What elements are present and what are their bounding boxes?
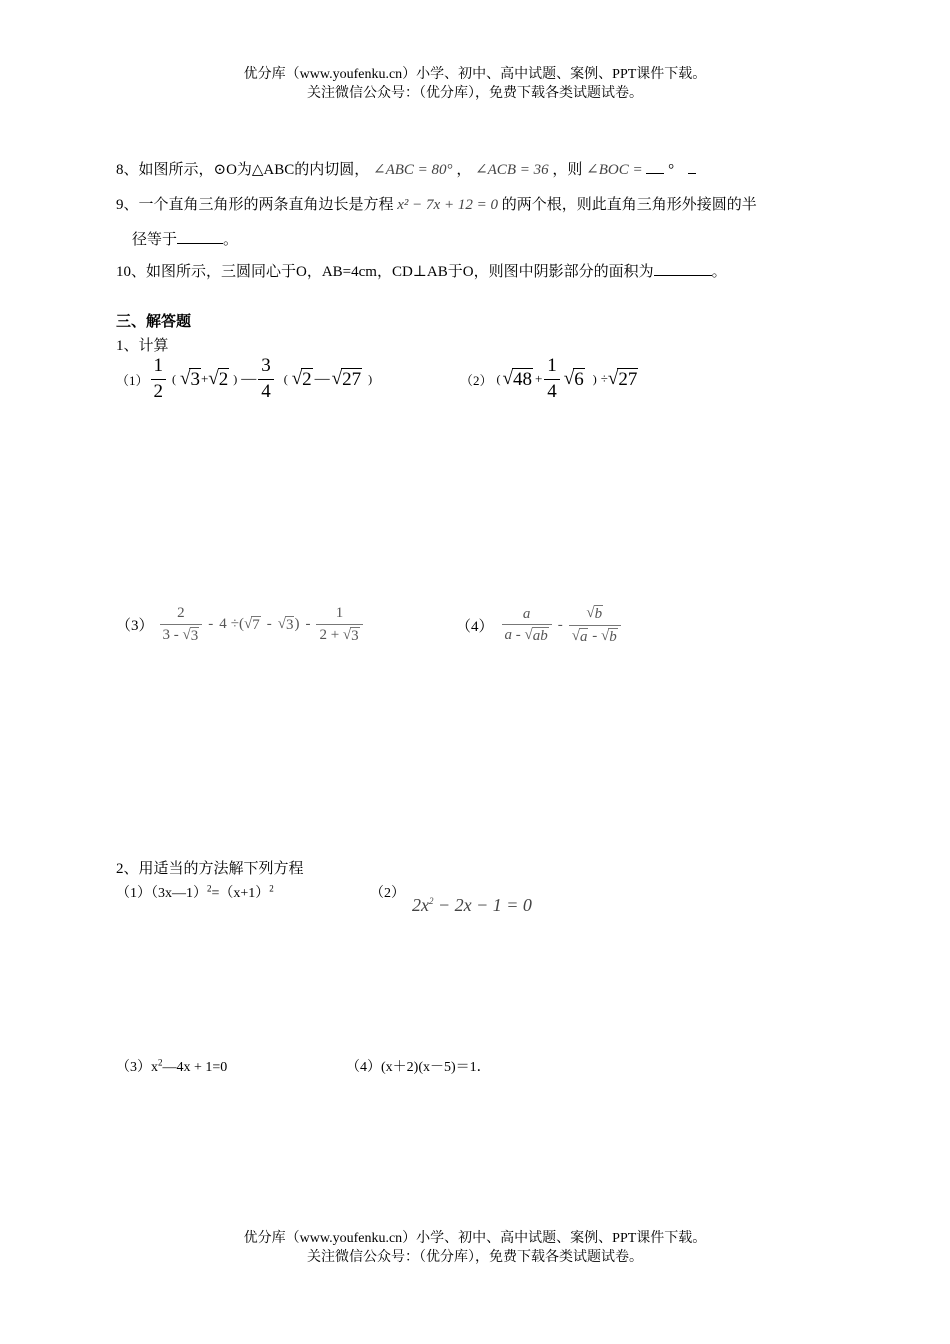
q9-line2-prefix: 径等于 bbox=[132, 232, 178, 248]
equation-2-2 bbox=[412, 895, 532, 916]
e1-exp-1: 2 bbox=[207, 883, 212, 894]
p3-f1-num: 2 bbox=[177, 605, 185, 621]
e3-a: x bbox=[151, 1060, 158, 1075]
p3-r1: 7 bbox=[252, 616, 260, 633]
question-9 bbox=[116, 193, 757, 214]
p1-fraction-half bbox=[151, 356, 167, 403]
p3-f2-num: 1 bbox=[335, 605, 344, 621]
p2-divide: ÷ bbox=[600, 371, 608, 387]
p3-sqrt-3: √ 3 bbox=[277, 615, 294, 633]
p2-r1: 48 bbox=[512, 368, 532, 390]
p3-f1-den-sqrt: √ 3 bbox=[182, 626, 199, 644]
q8-prefix: 8、如图所示，⊙O为△ABC的内切圆， bbox=[116, 162, 370, 178]
p1-f1-num: 1 bbox=[153, 355, 164, 376]
p1-sqrt-2: √ 2 bbox=[208, 367, 229, 390]
p4-f2-den-r2: b bbox=[609, 628, 617, 645]
e3-exp: 2 bbox=[158, 1057, 163, 1068]
p4-fraction-2 bbox=[569, 605, 621, 645]
p1-lparen: ( bbox=[172, 371, 177, 386]
p4-f1-den-r: ab bbox=[532, 628, 548, 644]
e1-exp-2: 2 bbox=[269, 883, 274, 894]
p4-f2-den-sqrt-b: √ b bbox=[600, 627, 617, 645]
q9-equation: x² − 7x + 12 = 0 bbox=[397, 197, 498, 213]
e1-label: （1） bbox=[116, 886, 151, 901]
p1-rparen: ) bbox=[233, 371, 238, 386]
footer-line-1: 优分库（www.youfenku.cn）小学、初中、高中试题、案例、PPT课件下载。 bbox=[243, 1231, 707, 1246]
header-line-1: 优分库（www.youfenku.cn）小学、初中、高中试题、案例、PPT课件下载。 bbox=[243, 67, 707, 82]
p3-f1-den-a: 3 - bbox=[162, 626, 179, 643]
equation-2-1 bbox=[116, 882, 274, 902]
problem-1-2 bbox=[460, 356, 638, 403]
p2-lparen: ( bbox=[496, 371, 501, 386]
p2-sqrt-48: √ 48 bbox=[502, 367, 532, 390]
e4-label: （4） bbox=[346, 1060, 381, 1075]
q8-degree: ° bbox=[668, 162, 675, 178]
p4-label: （4） bbox=[456, 618, 494, 635]
p4-f1-den bbox=[502, 624, 552, 645]
p4-minus: - bbox=[557, 616, 563, 633]
footer-line-2: 关注微信公众号：（优分库），免费下载各类试题试卷。 bbox=[307, 1250, 643, 1265]
p1-r1: 3 bbox=[190, 368, 200, 390]
p3-f1-den bbox=[160, 624, 203, 645]
p3-f2-den-sqrt: √ 3 bbox=[342, 626, 359, 644]
e1-lhs: （3x—1） bbox=[151, 886, 207, 901]
p3-f1-den-r: 3 bbox=[190, 627, 199, 644]
question-10 bbox=[116, 260, 727, 281]
p1-r2: 2 bbox=[218, 368, 229, 390]
p1-fraction-three-quarters bbox=[258, 356, 274, 403]
q8-mid: ，则 bbox=[552, 162, 583, 178]
q8-angle-boc: ∠BOC = bbox=[586, 162, 643, 178]
section-3-title: 三、解答题 bbox=[116, 314, 192, 330]
p3-divide: ÷( bbox=[230, 616, 244, 632]
p3-f2-den-r: 3 bbox=[351, 627, 359, 644]
e2-a: 2x bbox=[412, 895, 429, 915]
p1-f1-den: 2 bbox=[151, 379, 167, 403]
p3-minus-3: - bbox=[305, 616, 311, 632]
p4-f2-den-sqrt-a: √ a bbox=[571, 627, 588, 645]
p4-f2-den-minus: - bbox=[592, 627, 598, 644]
p3-f2-den bbox=[316, 624, 362, 645]
p1-plus: + bbox=[200, 371, 209, 387]
p4-f2-num bbox=[583, 605, 606, 625]
p1-lparen-2: ( bbox=[283, 371, 288, 386]
e4-text: (x＋2)(x－5)＝1． bbox=[381, 1060, 491, 1075]
p1-sqrt-27: √ 27 bbox=[331, 367, 362, 390]
header-line-2: 关注微信公众号：（优分库），免费下载各类试题试卷。 bbox=[307, 86, 643, 101]
q8-sep: ， bbox=[456, 162, 472, 178]
p3-minus: - bbox=[208, 616, 214, 632]
p4-f1-den-a: a - bbox=[504, 627, 521, 643]
p2-r3: 27 bbox=[618, 368, 638, 390]
q8-answer-blank[interactable] bbox=[646, 159, 664, 174]
problem-1-4 bbox=[456, 605, 621, 645]
p4-f1-num: a bbox=[522, 605, 531, 622]
p1-sqrt-2b: √ 2 bbox=[291, 367, 312, 390]
e3-b: —4x + 1=0 bbox=[162, 1060, 228, 1075]
p1-rparen-2: ) bbox=[368, 371, 373, 386]
question-8 bbox=[116, 158, 696, 179]
q9-answer-blank[interactable] bbox=[177, 229, 223, 244]
p4-f2-num-r: b bbox=[594, 606, 603, 622]
p2-fraction-quarter bbox=[544, 356, 560, 403]
p3-r2: 3 bbox=[285, 616, 294, 633]
p4-f2-den bbox=[569, 625, 621, 646]
p4-fraction-1 bbox=[502, 606, 552, 645]
equation-2-3 bbox=[116, 1056, 227, 1076]
p3-fraction-1 bbox=[160, 605, 203, 644]
q8-angle-acb: ∠ACB = 36 bbox=[475, 162, 549, 178]
e2-exp: 2 bbox=[429, 896, 434, 906]
p3-minus-2: - bbox=[266, 616, 272, 632]
p4-f1-den-sqrt: √ ab bbox=[524, 627, 548, 644]
q9-suffix: 的两个根，则此直角三角形外接圆的半 bbox=[501, 197, 757, 213]
e2-label: （2） bbox=[370, 886, 405, 901]
p2-label: （2） bbox=[460, 372, 493, 388]
equation-2-4 bbox=[346, 1056, 491, 1076]
p2-f-den: 4 bbox=[544, 379, 560, 403]
p2-r2: 6 bbox=[574, 368, 584, 390]
q9-prefix: 9、一个直角三角形的两条直角边长是方程 bbox=[116, 197, 394, 213]
e3-label: （3） bbox=[116, 1060, 151, 1075]
p1-f2-num: 3 bbox=[261, 355, 271, 376]
p2-rparen: ) bbox=[592, 371, 597, 386]
p3-sqrt-7: √ 7 bbox=[243, 615, 260, 633]
p1-minus: — bbox=[241, 370, 257, 387]
p4-f2-num-sqrt: √ b bbox=[586, 605, 603, 622]
q10-text: 10、如图所示，三圆同心于O，AB=4cm，CD⊥AB于O，则图中阴影部分的面积为 bbox=[116, 264, 654, 280]
p3-close: ) bbox=[294, 616, 300, 632]
p1-r3: 2 bbox=[302, 368, 312, 390]
p2-plus: + bbox=[534, 371, 543, 387]
q8-trailing-mark bbox=[688, 159, 696, 174]
p2-f-num: 1 bbox=[547, 355, 557, 376]
p1-sqrt-3: √ 3 bbox=[180, 367, 200, 390]
p3-four: 4 bbox=[219, 616, 227, 632]
p1-r4: 27 bbox=[342, 368, 362, 390]
part-2-title: 2、用适当的方法解下列方程 bbox=[116, 861, 304, 877]
q9-line2-suffix: 。 bbox=[223, 232, 239, 248]
q10-suffix: 。 bbox=[711, 264, 727, 280]
part-1-title: 1、计算 bbox=[116, 338, 169, 354]
question-9-line-2 bbox=[132, 228, 238, 249]
p1-minus-2: — bbox=[314, 370, 330, 387]
q10-answer-blank[interactable] bbox=[654, 261, 712, 276]
p1-f2-den: 4 bbox=[258, 379, 274, 403]
p1-label: （1） bbox=[116, 372, 149, 388]
problem-1-3 bbox=[116, 605, 363, 644]
p3-label: （3） bbox=[116, 618, 154, 634]
e1-mid: =（x+1） bbox=[211, 886, 270, 901]
p3-fraction-2 bbox=[316, 605, 362, 644]
p2-sqrt-27: √ 27 bbox=[607, 367, 638, 390]
p4-f2-den-r1: a bbox=[579, 628, 588, 645]
p3-f2-den-a: 2 + bbox=[319, 626, 340, 643]
p2-sqrt-6: √ 6 bbox=[563, 367, 584, 390]
e2-b: − 2x − 1 = 0 bbox=[433, 895, 532, 915]
q8-angle-abc: ∠ABC = 80° bbox=[373, 162, 453, 178]
problem-1-1 bbox=[116, 356, 372, 403]
